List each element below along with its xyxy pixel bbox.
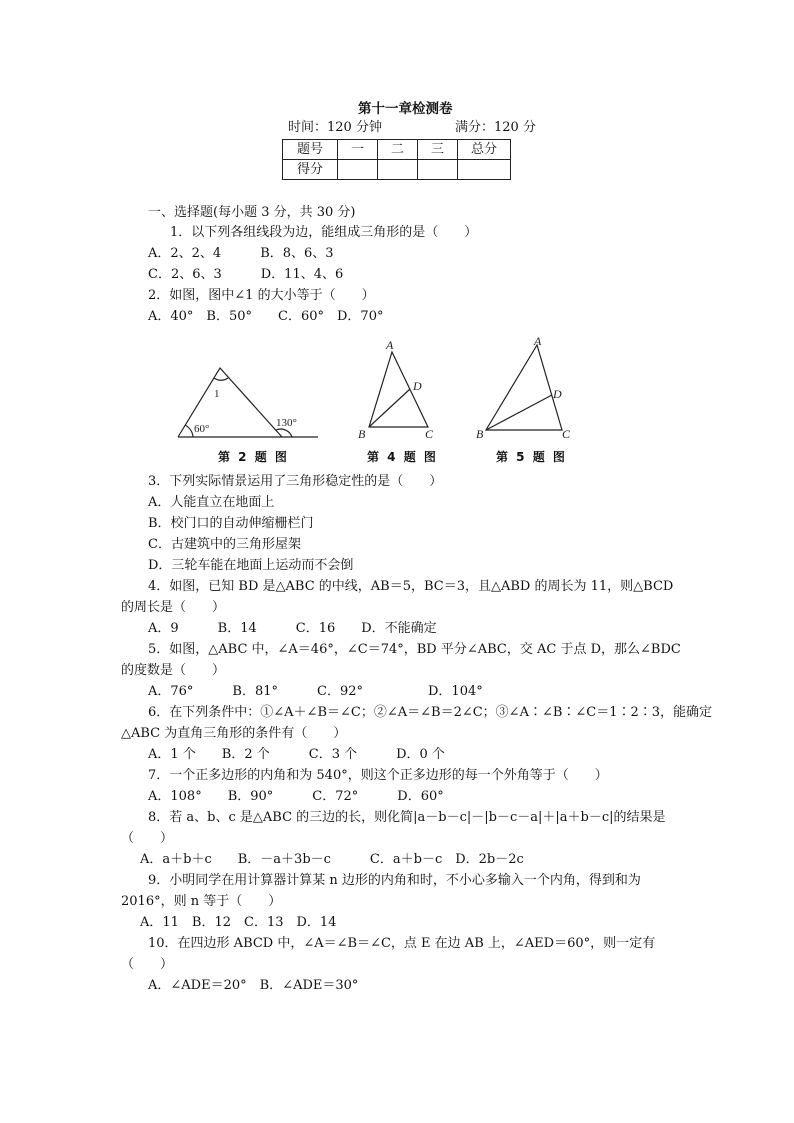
question-10-stem-line-2: （ ）	[121, 957, 174, 972]
figure-5-caption: 第 5 题 图	[496, 450, 567, 464]
figure-2-caption: 第 2 题 图	[218, 450, 289, 464]
fig5-label-a: A	[534, 334, 542, 348]
question-4-stem-line-1: 4．如图，已知 BD 是△ABC 的中线，AB＝5，BC＝3，且△ABD 的周长为 11，则△BCD	[148, 579, 674, 594]
question-7-options: A．108° B．90° C．72° D．60°	[148, 789, 444, 804]
question-8-stem-line-1: 8．若 a、b、c 是△ABC 的三边的长，则化简|a－b－c|－|b－c－a|＋|a＋b－c|的结果是	[148, 810, 666, 825]
question-7-stem: 7．一个正多边形的内角和为 540°，则这个正多边形的每一个外角等于（ ）	[148, 768, 608, 783]
score-table-header: 二	[378, 140, 418, 160]
full-score: 满分：120 分	[455, 120, 536, 135]
question-4-options: A．9 B．14 C．16 D．不能确定	[148, 621, 437, 636]
question-3-option-d: D．三轮车能在地面上运动而不会倒	[148, 558, 354, 573]
fig5-label-b: B	[476, 427, 484, 441]
question-3-option-a: A．人能直立在地面上	[148, 495, 275, 510]
fig4-label-b: B	[358, 427, 366, 441]
figure-2	[178, 368, 318, 437]
question-1-stem: 1．以下列各组线段为边，能组成三角形的是（ ）	[170, 225, 478, 240]
question-6-options: A．1 个 B．2 个 C．3 个 D．0 个	[148, 747, 445, 762]
question-2-options: A．40° B．50° C．60° D．70°	[148, 309, 384, 324]
fig4-label-d: D	[413, 379, 422, 393]
question-6-stem-line-2: △ABC 为直角三角形的条件有（ ）	[121, 726, 347, 741]
score-row-label: 得分	[283, 160, 338, 180]
page-title: 第十一章检测卷	[358, 101, 453, 117]
score-table-header: 总分	[458, 140, 511, 160]
question-9-options: A．11 B．12 C．13 D．14	[140, 915, 337, 930]
question-10-stem-line-1: 10．在四边形 ABCD 中，∠A＝∠B＝∠C，点 E 在边 AB 上，∠AED＝60°，则一定有	[148, 936, 656, 951]
fig2-label-60: 60°	[194, 423, 210, 435]
section-heading: 一、选择题(每小题 3 分，共 30 分)	[148, 205, 356, 220]
fig2-angle-1-arc	[214, 378, 228, 380]
figure-4	[358, 338, 434, 441]
fig2-label-1: 1	[214, 388, 220, 400]
question-1-options-ab: A．2、2、4 B．8、6、3	[148, 246, 334, 261]
question-5-stem-line-2: 的度数是（ ）	[121, 663, 226, 678]
question-3-stem: 3．下列实际情景运用了三角形稳定性的是（ ）	[148, 474, 443, 489]
fig5-label-d: D	[553, 387, 562, 401]
score-table-header: 三	[418, 140, 458, 160]
fig2-label-130: 130°	[276, 417, 297, 429]
fig5-triangle	[486, 345, 562, 430]
question-6-stem-line-1: 6．在下列条件中：①∠A＋∠B＝∠C；②∠A＝∠B＝2∠C；③∠A∶∠B∶∠C＝1∶2∶3，能确定	[148, 705, 713, 720]
question-9-stem-line-1: 9．小明同学在用计算器计算某 n 边形的内角和时，不小心多输入一个内角，得到和为	[148, 873, 641, 888]
question-10-options: A．∠ADE＝20° B．∠ADE＝30°	[148, 978, 359, 993]
question-1-options-cd: C．2、6、3 D．11、4、6	[148, 267, 344, 282]
question-3-option-c: C．古建筑中的三角形屋架	[148, 537, 301, 552]
score-table-header: 一	[338, 140, 378, 160]
question-4-stem-line-2: 的周长是（ ）	[121, 600, 226, 615]
question-9-stem-line-2: 2016°，则 n 等于（ ）	[121, 894, 282, 909]
score-table-header: 题号	[283, 140, 338, 160]
question-8-options: A．a＋b＋c B．－a＋3b－c C．a＋b－c D．2b－2c	[140, 852, 524, 867]
fig2-angle-60-arc	[185, 425, 193, 437]
fig4-label-a: A	[386, 338, 394, 352]
fig4-label-c: C	[425, 427, 434, 441]
question-5-stem-line-1: 5．如图，△ABC 中，∠A＝46°，∠C＝74°，BD 平分∠ABC，交 AC 于点 D，那么∠BDC	[148, 642, 681, 657]
question-5-options: A．76° B．81° C．92° D．104°	[148, 684, 483, 699]
figure-4-caption: 第 4 题 图	[367, 450, 438, 464]
time-limit: 时间：120 分钟	[288, 120, 382, 135]
question-3-option-b: B．校门口的自动伸缩栅栏门	[148, 516, 314, 531]
question-8-stem-line-2: （ ）	[121, 831, 174, 846]
figure-5	[476, 334, 571, 441]
fig5-label-c: C	[562, 427, 571, 441]
question-2-stem: 2．如图，图中∠1 的大小等于（ ）	[148, 288, 375, 303]
